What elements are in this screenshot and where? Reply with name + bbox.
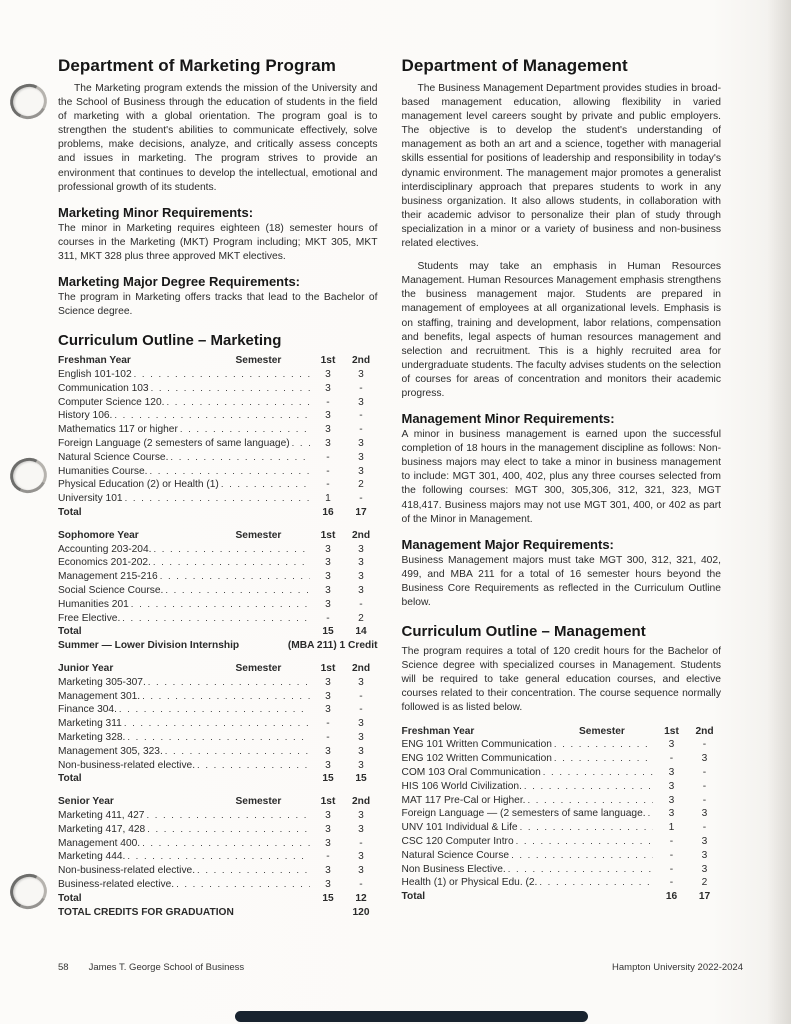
course-row: Non-business-related elective. . . . 3 3 <box>58 864 378 878</box>
marketing-minor-heading: Marketing Minor Requirements: <box>58 204 254 220</box>
page-number: 58 <box>58 962 69 973</box>
course-row: Free Elective. . . . - 2 <box>58 612 378 626</box>
management-freshman-table <box>402 725 722 904</box>
curriculum-table-header: Junior Year Semester 1st 2nd <box>58 662 371 674</box>
course-row: Finance 304. . . . 3 - <box>58 703 378 717</box>
course-row: Economics 201-202. . . . 3 3 <box>58 556 378 570</box>
course-row: CSC 120 Computer Intro . . . - 3 <box>402 835 722 849</box>
management-column <box>402 56 722 919</box>
course-row: UNV 101 Individual & Life . . . 1 - <box>402 821 722 835</box>
course-row: Business-related elective. . . . 3 - <box>58 878 378 892</box>
course-row: English 101-102 . . . 3 3 <box>58 368 378 382</box>
course-row: Management 301. . . . 3 - <box>58 690 378 704</box>
course-row: Natural Science Course. . . . - 3 <box>58 451 378 465</box>
course-row: Computer Science 120. . . . - 3 <box>58 396 378 410</box>
course-row: Management 215-216 . . . 3 3 <box>58 570 378 584</box>
curriculum-table-header: Sophomore Year Semester 1st 2nd <box>58 529 371 541</box>
course-row: History 106. . . . 3 - <box>58 409 378 423</box>
marketing-title: Department of Marketing Program <box>58 56 336 75</box>
course-row: COM 103 Oral Communication . . . 3 - <box>402 766 722 780</box>
course-row: Marketing 305-307. . . . 3 3 <box>58 676 378 690</box>
course-row: Social Science Course. . . . 3 3 <box>58 584 378 598</box>
marketing-sophomore-table <box>58 529 378 653</box>
course-row: Marketing 444. . . . - 3 <box>58 850 378 864</box>
course-row: Marketing 417, 428 . . . 3 3 <box>58 823 378 837</box>
total-row: Total 15 15 <box>58 773 367 785</box>
marketing-senior-table <box>58 795 378 919</box>
footer-left <box>58 962 244 973</box>
course-row: Health (1) or Physical Edu. (2. . . . - 2 <box>402 876 722 890</box>
management-curriculum-intro: The program requires a total of 120 credit hours for the Bachelor of Science degree with specialized courses in Management. Students will be required to take general education courses, and elective courses related to their concentration. The course sequence normally followed is as listed below. <box>401 646 721 714</box>
course-row: Non-business-related elective. . . . 3 3 <box>58 759 378 773</box>
course-row: Marketing 328. . . . - 3 <box>58 731 378 745</box>
footer-school-name: James T. George School of Business <box>88 962 245 973</box>
marketing-junior-table <box>58 662 378 786</box>
management-minor-heading: Management Minor Requirements: <box>401 411 615 427</box>
internship-note-row: Summer — Lower Division Internship (MBA 211) 1 Credit <box>58 640 378 652</box>
management-title: Department of Management <box>401 56 628 75</box>
marketing-freshman-table <box>58 354 378 520</box>
course-row: Humanities Course. . . . - 3 <box>58 465 378 479</box>
management-intro-paragraph-1: The Business Management Department provides studies in broad-based management education, allowing flexibility in varied management level careers sought by private and public employers. The objective is to develop the student's understanding of management as both an art and a science, together with managerial skills essential for positions of leadership and responsibility in today's dynamic environment. The management major promotes a generalist interdisciplinary approach that prepares students to work in any business organization. It also allows students, in collaboration with their academic advisor to personalize their plan of study through specialization in a minor or a variety of business and non-business related electives. <box>401 83 721 250</box>
page-footer <box>58 962 743 973</box>
course-row: Marketing 311 . . . - 3 <box>58 717 378 731</box>
marketing-intro-paragraph: The Marketing program extends the mission of the University and the School of Business through the education of students in the field of marketing with a global orientation. The program goal is to strengthen the student's abilities to communicate effectively, solve problems, make decisions, analyze, and critically assess concepts and issues in marketing. The program strives to provide an environment that continues to develop the intellectual, emotional and professional growth of its students. <box>58 83 378 193</box>
course-row: Mathematics 117 or higher . . . 3 - <box>58 423 378 437</box>
marketing-minor-body: The minor in Marketing requires eighteen (18) semester hours of courses in the Marketing (MKT) Program including; MKT 305, MKT 311, MKT 328 plus three approved MKT electives. <box>58 222 378 262</box>
management-intro-paragraph-2: Students may take an emphasis in Human Resources Management. Human Resources Management emphasis strengthens the business management major. Students are prepared in management of employees at all organizational levels. Emphasis is on staffing, training and development, labor relations, compensation and benefits, legal aspects of human resources management and selection and recruitment. This is a highly recruited area for undergraduate students. The faculty advises students on the selection of courses for areas of concentration and monitors their academic progress. <box>401 261 721 399</box>
course-row: Physical Education (2) or Health (1) . . . - 2 <box>58 478 378 492</box>
total-row: Total 15 14 <box>58 626 367 638</box>
marketing-major-body: The program in Marketing offers tracks that lead to the Bachelor of Science degree. <box>58 292 378 318</box>
curriculum-table-header: Freshman Year Semester 1st 2nd <box>401 725 714 737</box>
course-row: Humanities 201 . . . 3 - <box>58 598 378 612</box>
course-row: Communication 103 . . . 3 - <box>58 382 378 396</box>
course-row: Natural Science Course . . . - 3 <box>402 849 722 863</box>
total-row: Total 15 12 <box>58 892 367 904</box>
scan-artifact-bar <box>235 1011 588 1022</box>
marketing-curriculum-title: Curriculum Outline – Marketing <box>58 332 282 350</box>
management-minor-body: A minor in business management is earned upon the successful completion of 18 hours in the management discipline as follows: Non-business majors may elect to take a minor in business management to include: MGT 301, 400, 402, plus any three courses selected from the following courses: MGT 300, 305,306, 312, 321, 323, MGT 418,417. Business majors may not use MGT 301, 400, or 402 as part of the Minor in Management. <box>401 429 721 525</box>
course-row: University 101 . . . 1 - <box>58 492 378 506</box>
course-row: Foreign Language (2 semesters of same language) . . . 3 3 <box>58 437 378 451</box>
management-major-heading: Management Major Requirements: <box>401 536 614 552</box>
curriculum-table-header: Senior Year Semester 1st 2nd <box>58 796 371 808</box>
grand-total-row: TOTAL CREDITS FOR GRADUATION 120 <box>58 906 370 918</box>
total-row: Total 16 17 <box>58 506 367 518</box>
marketing-column <box>58 56 378 919</box>
marketing-major-heading: Marketing Major Degree Requirements: <box>58 274 301 290</box>
management-curriculum-title: Curriculum Outline – Management <box>401 623 646 641</box>
course-row: Marketing 411, 427 . . . 3 3 <box>58 809 378 823</box>
total-row: Total 16 17 <box>401 891 711 903</box>
course-row: Foreign Language — (2 semesters of same language. . . . 3 3 <box>402 807 722 821</box>
management-major-body: Business Management majors must take MGT 300, 312, 321, 402, 499, and MBA 211 for a total of 16 semester hours beyond the Business Core Requirements as reflected in the Curriculum Outline below. <box>401 554 721 608</box>
course-row: Management 305, 323. . . . 3 3 <box>58 745 378 759</box>
course-row: ENG 101 Written Communication . . . 3 - <box>402 738 722 752</box>
course-row: HIS 106 World Civilization. . . . 3 - <box>402 780 722 794</box>
course-row: Management 400. . . . 3 - <box>58 837 378 851</box>
course-row: Accounting 203-204. . . . 3 3 <box>58 543 378 557</box>
footer-right: Hampton University 2022-2024 <box>612 962 743 973</box>
course-row: ENG 102 Written Communication . . . - 3 <box>402 752 722 766</box>
curriculum-table-header: Freshman Year Semester 1st 2nd <box>58 355 371 367</box>
course-row: Non Business Elective. . . . - 3 <box>402 863 722 877</box>
course-row: MAT 117 Pre-Cal or Higher. . . . 3 - <box>402 794 722 808</box>
